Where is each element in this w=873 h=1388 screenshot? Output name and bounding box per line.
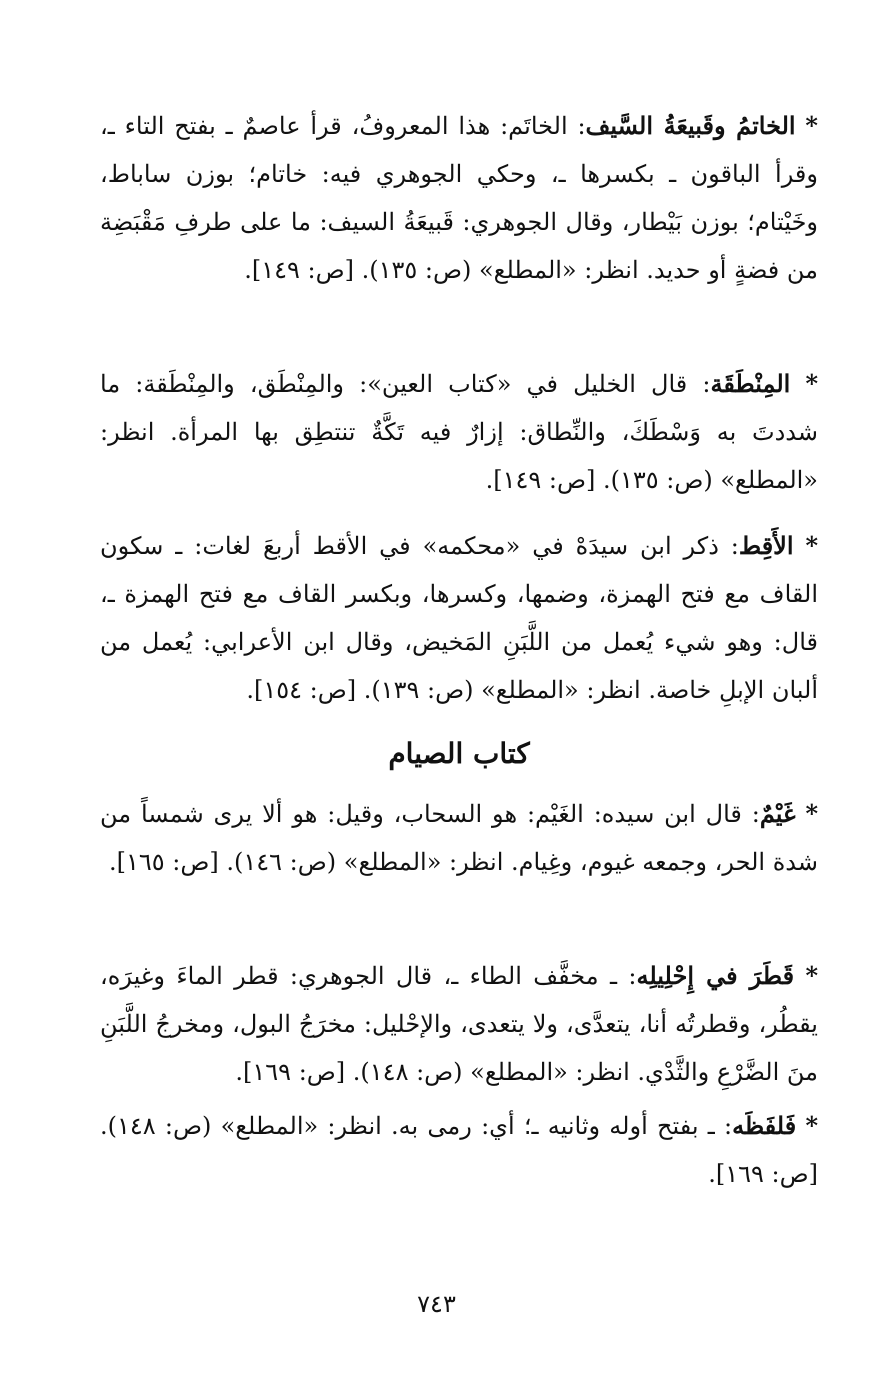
entry-term: غَيْمٌ	[759, 799, 796, 828]
entry-term: قَطَرَ في إِحْلِيلِه	[636, 961, 795, 990]
entry-qatara	[100, 952, 818, 1096]
page-number: ٧٤٣	[417, 1290, 456, 1318]
entry-mintaqa	[100, 360, 818, 504]
entry-term: فَلفَظَه	[732, 1111, 797, 1140]
entry-star: *	[805, 1111, 818, 1140]
entry-ghaym	[100, 790, 818, 934]
entry-star: *	[805, 369, 818, 398]
entry-body: : قال الخليل في «كتاب العين»: والمِنْطَق، والمِنْطَقة: ما شددتَ به وَسْطَكَ، والنِّطاق: إزارٌ فيه تَكَّةٌ تنتطِق بها المرأة. انظر: «المطلع» (ص: ١٣٥). [ص: ١٤٩].	[100, 370, 818, 494]
entry-body: : قال ابن سيده: الغَيْم: هو السحاب، وقيل: هو ألا يرى شمساً من شدة الحر، وجمعه غيوم، وغِيام. انظر: «المطلع» (ص: ١٤٦). [ص: ١٦٥].	[100, 800, 818, 876]
entry-body: : ـ بفتح أوله وثانيه ـ؛ أي: رمى به. انظر: «المطلع» (ص: ١٤٨). [ص: ١٦٩].	[100, 1112, 818, 1188]
entry-aqit	[100, 522, 818, 714]
entry-term: الخاتمُ وقَبيعَةُ السَّيف	[585, 111, 796, 140]
entry-khatam	[100, 102, 818, 342]
entry-term: المِنْطَقَة	[710, 369, 791, 398]
entry-falafazahu	[100, 1102, 818, 1198]
entry-term: الأَقِط	[738, 531, 794, 560]
entry-body: : ـ مخفَّف الطاء ـ، قال الجوهري: قطر الماءَ وغيرَه، يقطُر، وقطرتُه أنا، يتعدَّى، ولا يتعدى، والإحْليل: مخرَجُ البول، ومخرجُ اللَّبَنِ منَ الضَّرْعِ والثَّدْي. انظر: «المطلع» (ص: ١٤٨). [ص: ١٦٩].	[100, 962, 818, 1086]
entry-star: *	[805, 799, 818, 828]
entry-star: *	[805, 961, 818, 990]
entry-body: : ذكر ابن سيدَهْ في «محكمه» في الأقط أربعَ لغات: ـ سكون القاف مع فتح الهمزة، وضمها، وكسرها، وبكسر القاف مع فتح الهمزة ـ، قال: وهو شيء يُعمل من اللَّبَنِ المَخيض، وقال ابن الأعرابي: يُعمل من ألبان الإبلِ خاصة. انظر: «المطلع» (ص: ١٣٩). [ص: ١٥٤].	[100, 532, 818, 704]
chapter-title: كتاب الصيام	[388, 737, 530, 770]
page-text	[100, 102, 818, 1198]
entry-body: : الخاتَم: هذا المعروفُ، قرأ عاصمٌ ـ بفتح التاء ـ، وقرأ الباقون ـ بكسرها ـ، وحكي الجوهري فيه: خاتام؛ بوزن ساباط، وخَيْتام؛ بوزن بَيْطار، وقال الجوهري: قَبيعَةُ السيف: ما على طرفِ مَقْبَضِة من فضةٍ أو حديد. انظر: «المطلع» (ص: ١٣٥). [ص: ١٤٩].	[100, 112, 818, 284]
entry-star: *	[805, 111, 818, 140]
entry-star: *	[805, 531, 818, 560]
